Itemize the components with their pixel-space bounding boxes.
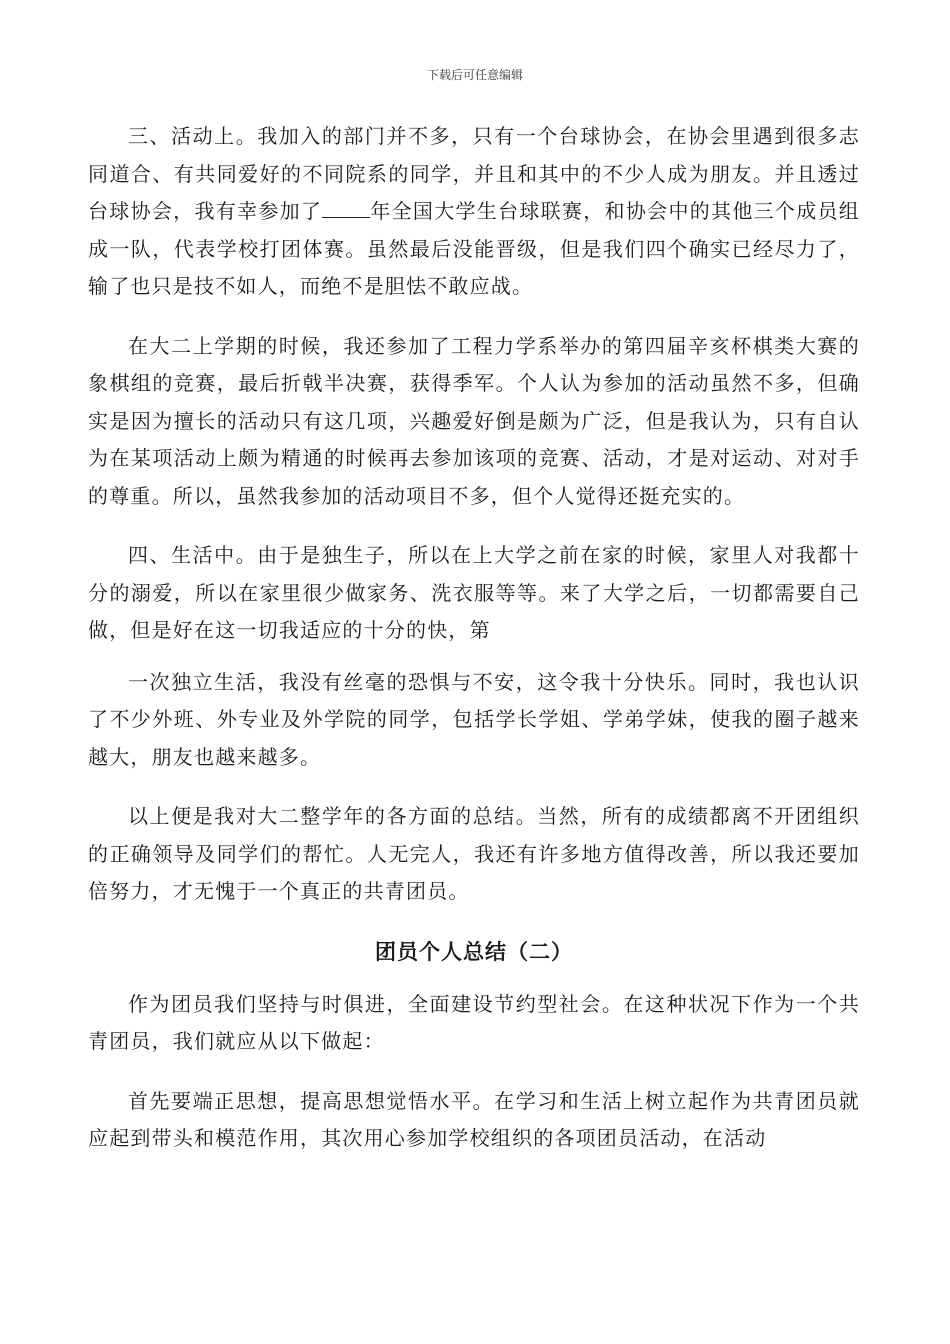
- paragraph-life-continued: 一次独立生活，我没有丝毫的恐惧与不安，这令我十分快乐。同时，我也认识了不少外班、外专业及外学院的同学，包括学长学姐、学弟学妹，使我的圈子越来越大，朋友也越来越多。: [88, 669, 860, 769]
- paragraph-text: 年全国大学生台球联赛，和协会中的其他三个成员组成一队，代表学校打团体赛。虽然最后没能晋级，但是我们四个确实已经尽力了，输了也只是技不如人，而绝不是胆怯不敢应战。: [88, 199, 860, 298]
- fill-in-blank: [322, 199, 370, 218]
- paragraph-text: 三、活动上。我加入的部门并不多，只有一个台球协会，在协会里遇到很多志同道合、有共同爱好的不同院系的同学，并且和其中的不少人成为朋友。并且透过台球协会，我有幸参加了: [88, 124, 860, 223]
- paragraph-section-intro: 作为团员我们坚持与时俱进，全面建设节约型社会。在这种状况下作为一个共青团员，我们就应从以下做起：: [88, 991, 860, 1053]
- paragraph-conclusion: 以上便是我对大二整学年的各方面的总结。当然，所有的成绩都离不开团组织的正确领导及同学们的帮忙。人无完人，我还有许多地方值得改善，所以我还要加倍努力，才无愧于一个真正的共青团员。: [88, 804, 860, 903]
- section-title: 团员个人总结（二）: [375, 938, 573, 964]
- page-header: 下载后可任意编辑: [426, 68, 523, 82]
- paragraph-activities: [88, 118, 860, 306]
- paragraph-section-first: 首先要端正思想，提高思想觉悟水平。在学习和生活上树立起作为共青团员就应起到带头和模范作用，其次用心参加学校组织的各项团员活动，在活动: [88, 1088, 860, 1150]
- paragraph-chess-competition: 在大二上学期的时候，我还参加了工程力学系举办的第四届辛亥杯棋类大赛的象棋组的竞赛，最后折戟半决赛，获得季军。个人认为参加的活动虽然不多，但确实是因为擅长的活动只有这几项，兴趣爱好倒是颇为广泛，但是我认为，只有自认为在某项活动上颇为精通的时候再去参加该项的竞赛、活动，才是对运动、对对手的尊重。所以，虽然我参加的活动项目不多，但个人觉得还挺充实的。: [88, 333, 860, 508]
- paragraph-life: 四、生活中。由于是独生子，所以在上大学之前在家的时候，家里人对我都十分的溺爱，所以在家里很少做家务、洗衣服等等。来了大学之后，一切都需要自己做，但是好在这一切我适应的十分的快，第: [88, 543, 860, 642]
- document-body: [88, 118, 860, 1180]
